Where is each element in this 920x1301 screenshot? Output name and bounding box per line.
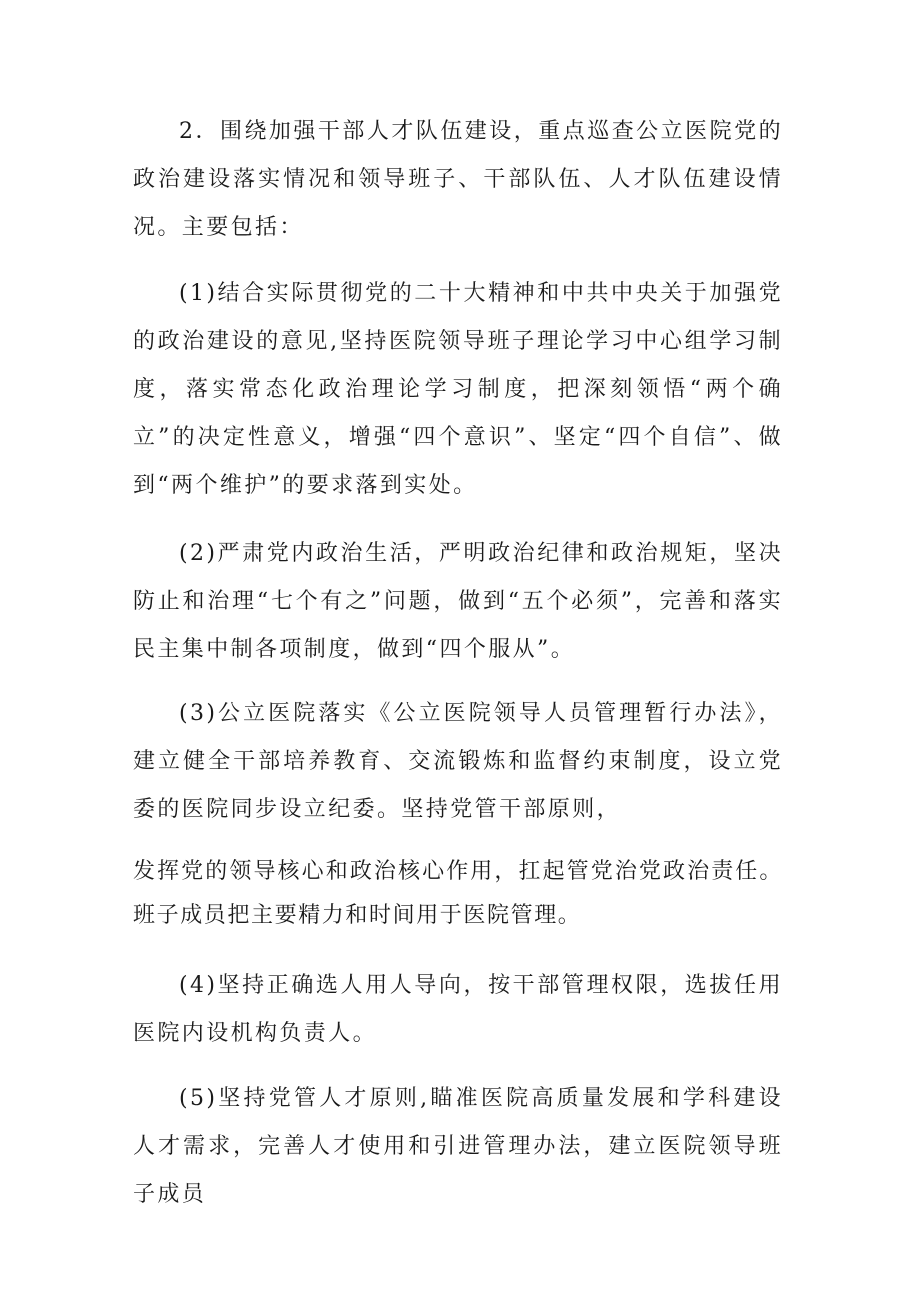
paragraph-item-1: (1)结合实际贯彻党的二十大精神和中共中央关于加强党的政治建设的意见,坚持医院领导班子理论学习中心组学习制度，落实常态化政治理论学习制度，把深刻领悟“两个确立”的决定性意义，增强“四个意识”、坚定“四个自信”、做到“两个维护”的要求落到实处。 (133, 281, 783, 498)
paragraph-item-3: (3)公立医院落实《公立医院领导人员管理暂行办法》，建立健全干部培养教育、交流锻炼和监督约束制度，设立党委的医院同步设立纪委。坚持党管干部原则， (133, 701, 783, 822)
paragraph-item-2: (2)严肃党内政治生活，严明政治纪律和政治规矩，坚决防止和治理“七个有之”问题，做到“五个必须”，完善和落实民主集中制各项制度，做到“四个服从”。 (133, 541, 783, 662)
paragraph-item-3-continued: 发挥党的领导核心和政治核心作用，扛起管党治党政治责任。班子成员把主要精力和时间用于医院管理。 (133, 859, 783, 928)
paragraph-2-intro: 2．围绕加强干部人才队伍建设，重点巡查公立医院党的政治建设落实情况和领导班子、干部队伍、人才队伍建设情况。主要包括： (133, 119, 783, 240)
paragraph-item-4: (4)坚持正确选人用人导向，按干部管理权限，选拔任用医院内设机构负责人。 (133, 973, 783, 1046)
paragraph-item-5: (5)坚持党管人才原则,瞄准医院高质量发展和学科建设人才需求，完善人才使用和引进管理办法，建立医院领导班子成员 (133, 1086, 783, 1207)
